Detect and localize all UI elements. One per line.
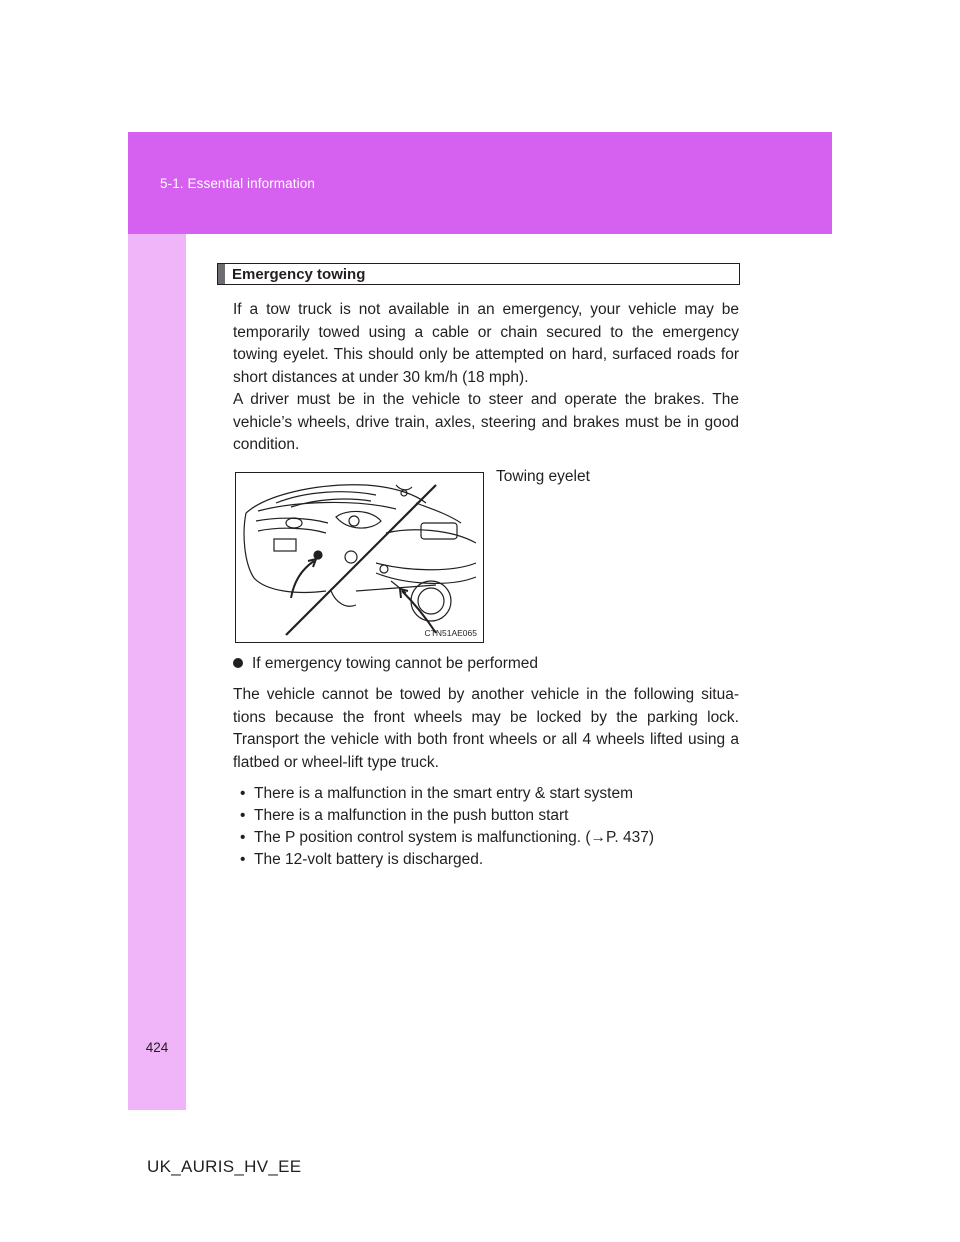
towing-eyelet-figure: [235, 472, 484, 643]
subheading-line: [233, 655, 538, 673]
subheading-text: If emergency towing cannot be performed: [252, 655, 539, 672]
heading-accent-bar: [218, 264, 225, 284]
section-heading: Emergency towing: [232, 266, 366, 283]
header-band: [128, 132, 832, 234]
footer-doc-code: UK_AURIS_HV_EE: [147, 1157, 302, 1176]
paragraph-towing-intro: If a tow truck is not available in an emergency, your vehicle may be temporarily towed using a cable or chain secured to the emergency towing eyelet. This should only be attempted on hard, surfaced roads for short distances at under 30 km/h (18 mph).: [233, 301, 739, 386]
list-item: • There is a malfunction in the push button start: [240, 805, 654, 827]
paragraph-towing-restriction: The vehicle cannot be towed by another vehicle in the following situa-tions because the front wheels may be locked by the parking lock. Transport the vehicle with both front wheels or all 4 wheels lifted using a flatbed or wheel-lift type truck.: [233, 686, 739, 771]
bullet-dot-icon: [233, 658, 243, 668]
side-strip: [128, 234, 186, 1110]
section-label: 5-1. Essential information: [160, 176, 315, 191]
malfunction-list: [240, 783, 654, 871]
figure-code: CTN51AE065: [424, 628, 477, 638]
list-item: • There is a malfunction in the smart entry & start system: [240, 783, 654, 805]
paragraph-driver-requirement: A driver must be in the vehicle to steer and operate the brakes. The vehicle’s wheels, drive train, axles, steering and brakes must be in good condition.: [233, 391, 739, 453]
section-heading-box: [217, 263, 740, 285]
list-item: • The P position control system is malfunctioning. (→P. 437): [240, 827, 654, 849]
figure-callout: Towing eyelet: [496, 468, 590, 485]
car-front-illustration: [236, 473, 483, 642]
list-item: • The 12-volt battery is discharged.: [240, 849, 654, 871]
page-number: 424: [145, 1040, 169, 1055]
